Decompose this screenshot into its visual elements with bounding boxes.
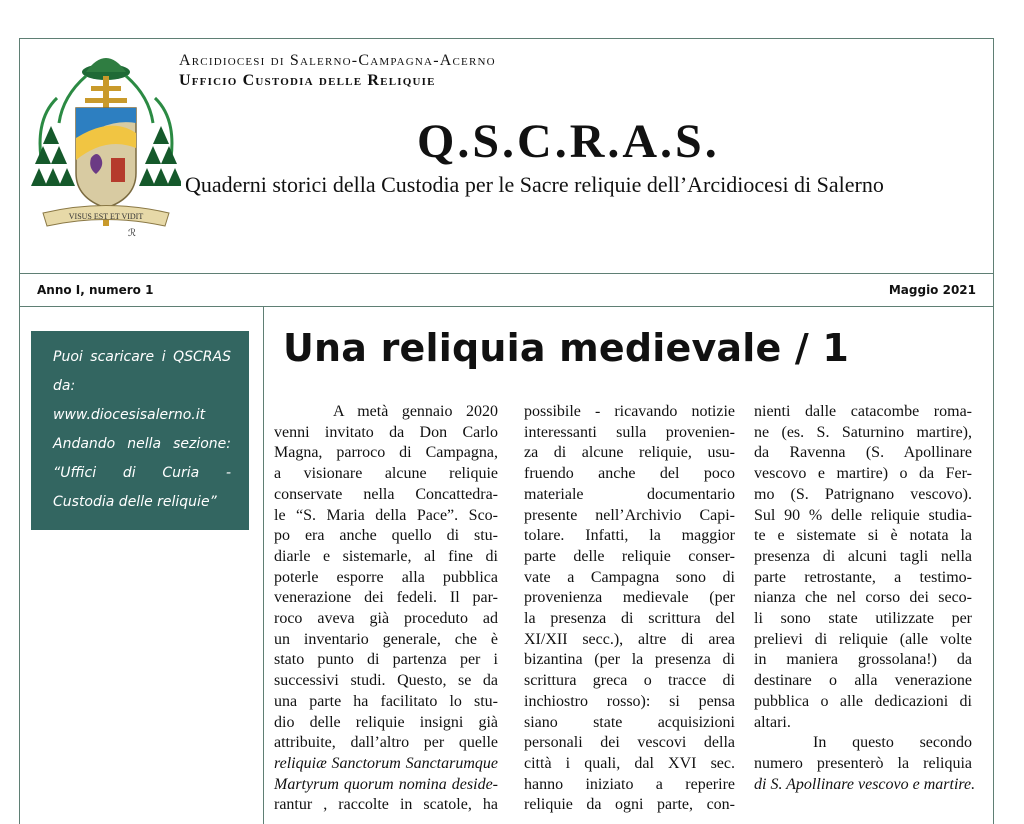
download-line: Custodia delle reliquie”: [53, 494, 217, 510]
text-line: In questo secondo: [813, 734, 972, 752]
text-line: scrittura greca o tracce di: [524, 672, 735, 690]
text-line: da Ravenna (S. Apollinare: [754, 444, 972, 462]
text-line: numero presenterò la reliquia: [754, 754, 972, 772]
text-line: diarle e sistemarle, al fine di: [274, 547, 498, 565]
text-line: parte delle reliquie conser-: [524, 547, 735, 565]
text-line: mo (S. Patrignano vescovo).: [754, 485, 972, 503]
text-line: venni invitato da Don Carlo: [274, 423, 498, 441]
text-line: siano state acquisizioni: [524, 713, 735, 731]
text-line: po era anche quello di stu-: [274, 527, 498, 545]
latin-text-line: reliquiæ Sanctorum Sanctarumque: [274, 754, 498, 772]
svg-text:VISUS EST ET VIDIT: VISUS EST ET VIDIT: [68, 212, 144, 221]
download-line: “Uffici di Curia -: [53, 465, 231, 481]
text-line: città i quali, dal XVI sec.: [524, 754, 735, 772]
text-line: nienti dalle catacombe roma-: [754, 403, 972, 420]
office-name: Ufficio Custodia delle Reliquie: [179, 72, 436, 89]
text-line: una parte ha facilitato lo stu-: [274, 692, 498, 710]
download-info-box: [31, 331, 249, 530]
text-line: rantur , raccolte in scatole, ha: [274, 796, 498, 814]
text-line: di S. Apollinare vescovo e martire.: [754, 775, 976, 793]
text-line: successivi studi. Questo, se da: [274, 672, 498, 690]
article-title: Una reliquia medievale / 1: [283, 326, 850, 370]
text-line: parte retrostante, a testimo-: [754, 568, 972, 586]
text-line: altari.: [754, 713, 791, 731]
issue-number: Anno I, numero 1: [37, 283, 154, 297]
text-line: le “S. Maria della Pace”. Sco-: [274, 506, 498, 524]
sidebar-divider: [263, 307, 264, 824]
text-line: vate a Campagna sono di: [524, 568, 735, 586]
text-line: za di alcune reliquie, usu-: [524, 444, 735, 462]
text-line: dio delle reliquie insigni già: [274, 713, 498, 731]
organization-name: Arcidiocesi di Salerno-Campagna-Acerno: [179, 52, 496, 69]
text-line: attribuite, dall’altro per quelle: [274, 734, 498, 752]
publication-title: Q.S.C.R.A.S.: [417, 115, 720, 168]
text-line: destinare o alla venerazione: [754, 672, 972, 690]
text-line: Sul 90 % delle reliquie studia-: [754, 506, 972, 524]
text-line: un inventario generale, che è: [274, 630, 498, 648]
text-line: possibile - ricavando notizie: [524, 403, 735, 420]
text-line: poterle esporre alla pubblica: [274, 568, 498, 586]
text-line: venerazione dei fedeli. Il par-: [274, 589, 498, 607]
text-line: tolare. Infatti, la maggior: [524, 527, 735, 545]
text-line: li sono state utilizzate per: [754, 610, 972, 628]
text-line: prelievi di reliquie (alle volte: [754, 630, 972, 648]
archdiocese-crest-icon: [31, 48, 181, 248]
article-column-1: [274, 402, 498, 816]
text-line: conservate nella Concattedra-: [274, 485, 498, 503]
text-line: pubblica o alle dedicazioni di: [754, 692, 972, 710]
text-line: vescovo e martire) o da Fer-: [754, 465, 972, 483]
publication-subtitle: Quaderni storici della Custodia per le Sacre reliquie dell’Arcidiocesi di Salerno: [185, 172, 884, 197]
text-line: stato punto di partenza per i: [274, 651, 498, 669]
text-line: Magna, parroco di Campagna,: [274, 444, 498, 462]
download-line: Andando nella sezione:: [53, 436, 231, 452]
text-line: nianza che nel corso dei seco-: [754, 589, 972, 607]
article-column-2: [524, 402, 735, 816]
text-line: in maniera grossolana!) da: [754, 651, 972, 669]
signature-mark: ℛ: [128, 228, 136, 239]
text-line: A metà gennaio 2020: [333, 403, 498, 420]
issue-bar: [19, 273, 994, 307]
latin-text-line: Martyrum quorum nomina deside-: [274, 775, 498, 793]
text-line: bizantina (per la presenza di: [524, 651, 735, 669]
article-column-3: [754, 402, 976, 795]
text-line: hanno iniziato a reperire: [524, 775, 735, 793]
text-line: la presenza di scrittura del: [524, 610, 735, 628]
text-line: inchiostro rosso): si pensa: [524, 692, 735, 710]
text-line: reliquie da ogni parte, con-: [524, 796, 735, 814]
text-line: presente nell’Archivio Capi-: [524, 506, 735, 524]
text-line: interessanti sulla provenien-: [524, 423, 735, 441]
text-line: fruendo anche del poco: [524, 465, 735, 483]
text-line: presenza di alcuni tagli nella: [754, 547, 972, 565]
text-line: roco aveva già proceduto ad: [274, 610, 498, 628]
text-line: ne (es. S. Saturnino martire),: [754, 423, 972, 441]
text-line: provenienza medievale (per: [524, 589, 735, 607]
masthead: [19, 38, 994, 273]
text-line: a visionare alcune reliquie: [274, 465, 498, 483]
text-line: personali dei vescovi della: [524, 734, 735, 752]
text-line: materiale documentario: [524, 485, 735, 503]
download-line: Puoi scaricare i QSCRAS: [53, 349, 231, 365]
text-line: XI/XII secc.), altre di area: [524, 630, 735, 648]
download-line: da: www.diocesisalerno.it: [53, 378, 206, 423]
issue-date: Maggio 2021: [888, 283, 976, 297]
text-line: te e sistemate si è notata la: [754, 527, 972, 545]
